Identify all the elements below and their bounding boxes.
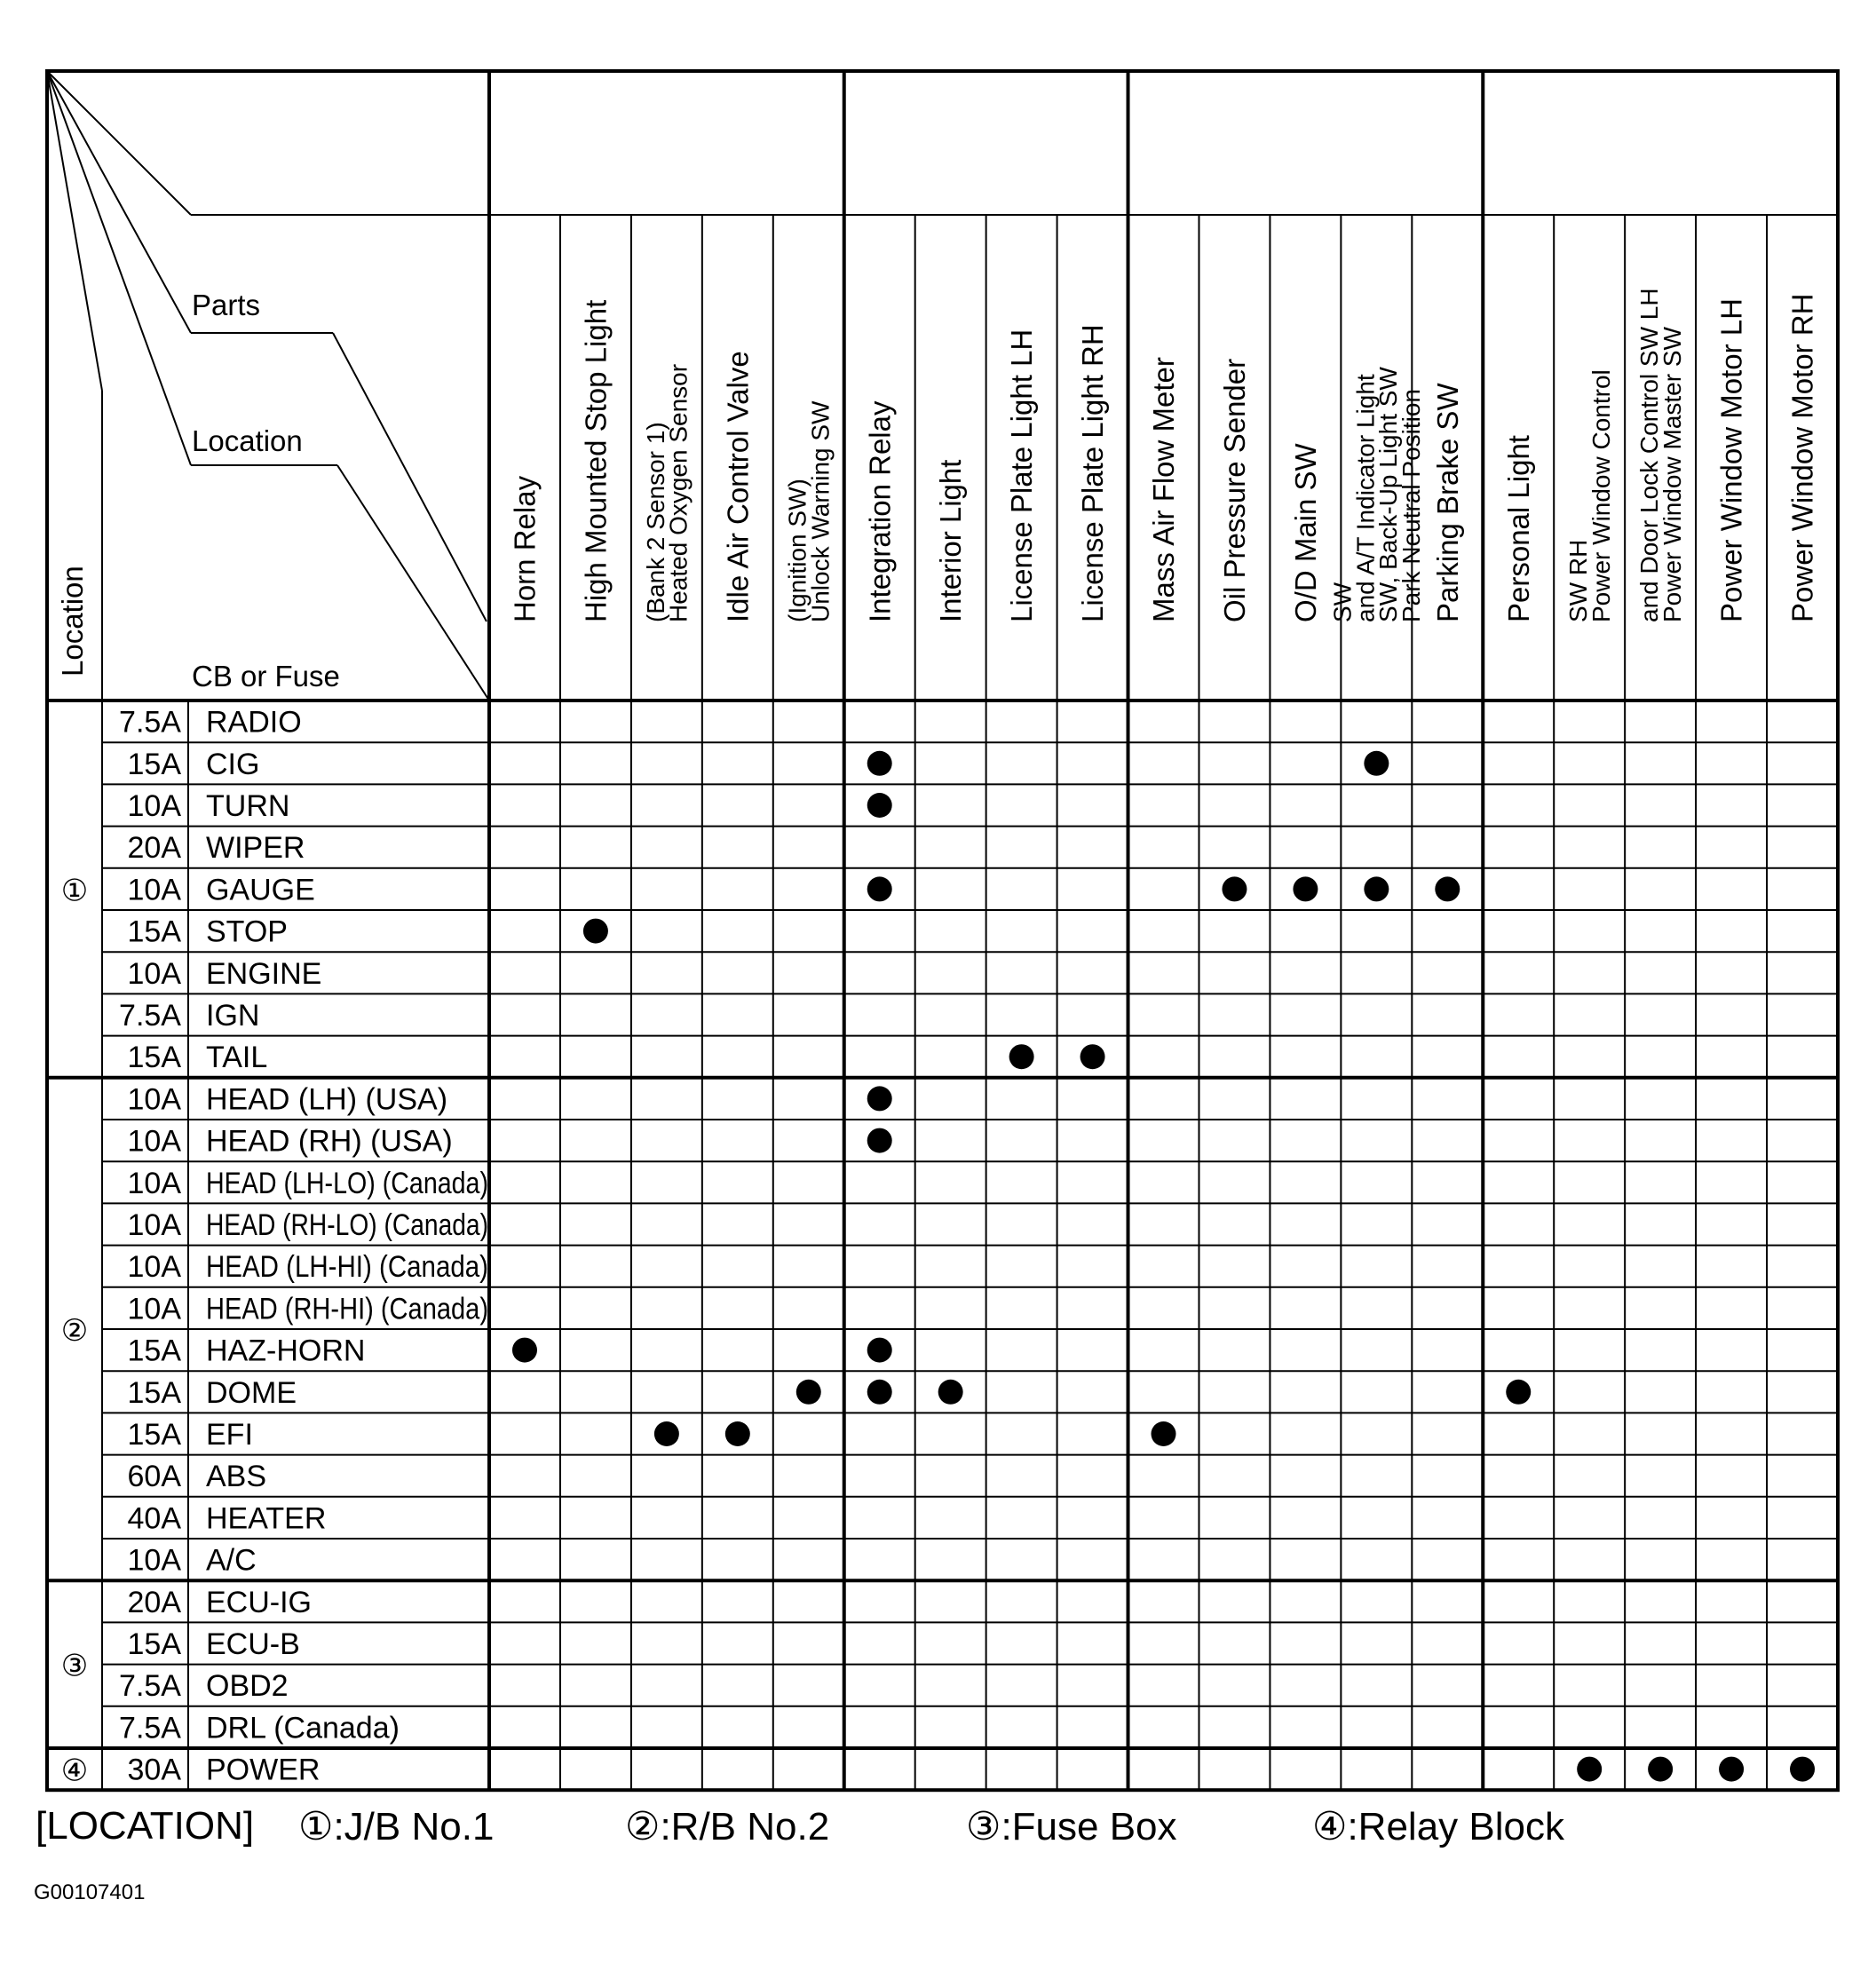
fuse-amperage: 10A (127, 789, 181, 823)
fuse-name: ECU-IG (206, 1585, 312, 1619)
fuse-name: CIG (206, 747, 260, 781)
fuse-amperage: 10A (127, 1166, 181, 1200)
fuse-amperage: 10A (127, 1543, 181, 1578)
fuse-name: HAZ-HORN (206, 1334, 366, 1368)
fuse-amperage: 15A (127, 1334, 181, 1368)
part-header-label: Park Neutral Position (1397, 388, 1425, 622)
connection-dot (796, 1380, 821, 1405)
legend-title: [LOCATION] (36, 1804, 255, 1848)
fuse-amperage: 10A (127, 1250, 181, 1285)
part-header-label: Personal Light (1501, 435, 1535, 622)
location-group-label: ② (60, 1314, 89, 1348)
part-header-label: Integration Relay (863, 400, 897, 622)
corner-diagonal (47, 71, 191, 333)
part-header-label: SW RH (1564, 539, 1593, 622)
part-header-label: High Mounted Stop Light (579, 299, 613, 622)
connection-dot (867, 1380, 892, 1405)
corner-diagonal (47, 71, 191, 465)
part-header-label: Unlock Warning SW (806, 400, 835, 622)
corner-location-label: Location (192, 424, 303, 457)
part-header-label: Heated Oxygen Sensor (664, 363, 693, 622)
fuse-amperage: 10A (127, 1208, 181, 1242)
part-header-label: Parking Brake SW (1430, 383, 1464, 622)
corner-parts-label: Parts (192, 289, 261, 321)
connection-dot (938, 1380, 963, 1405)
fuse-name: TURN (206, 789, 290, 823)
connection-dot (1009, 1044, 1034, 1069)
part-header-label: O/D Main SW (1288, 443, 1322, 622)
fuse-name: HEAD (RH) (USA) (206, 1124, 453, 1159)
connection-dot (654, 1421, 679, 1446)
part-header-label: (Bank 2 Sensor 1) (641, 422, 669, 622)
part-header-label: (Ignition SW) (783, 479, 811, 622)
connection-dot (1364, 751, 1389, 776)
fuse-amperage: 10A (127, 956, 181, 991)
connection-dot (1435, 876, 1460, 901)
connection-dot (1719, 1757, 1744, 1782)
connection-dot (1293, 876, 1318, 901)
document-id: G00107401 (34, 1880, 146, 1904)
fuse-name: IGN (206, 999, 260, 1033)
part-header-label: Idle Air Control Valve (721, 351, 755, 622)
connection-dot (1222, 876, 1247, 901)
fuse-name: DOME (206, 1375, 297, 1410)
location-side-label: Location (56, 566, 89, 677)
part-header-label: SW, Back-Up Light SW (1374, 367, 1403, 622)
fuse-name: ECU-B (206, 1627, 300, 1661)
fuse-name: HEAD (RH-HI) (Canada) (206, 1292, 488, 1326)
part-header-label: License Plate Light LH (1005, 328, 1039, 622)
fuse-amperage: 10A (127, 1124, 181, 1159)
connection-dot (512, 1338, 537, 1363)
fuse-name: A/C (206, 1543, 257, 1578)
legend-item-fuse-box: ③:Fuse Box (966, 1805, 1177, 1848)
location-group-label: ③ (60, 1649, 89, 1683)
fuse-amperage: 30A (127, 1753, 181, 1787)
part-header-label: and A/T Indicator Light (1351, 374, 1380, 622)
fuse-name: ABS (206, 1460, 267, 1494)
connection-dot (1648, 1757, 1673, 1782)
connection-dot (867, 1338, 892, 1363)
part-header-label: License Plate Light RH (1076, 324, 1110, 622)
fuse-name: EFI (206, 1418, 253, 1452)
fuse-name: POWER (206, 1753, 321, 1787)
part-header-label: Horn Relay (508, 475, 542, 622)
fuse-amperage: 15A (127, 1375, 181, 1410)
fuse-name: GAUGE (206, 873, 315, 907)
fuse-amperage: 7.5A (119, 999, 181, 1033)
connection-dot (867, 751, 892, 776)
fuse-name: HEAD (LH-HI) (Canada) (206, 1250, 488, 1285)
fuse-amperage: 7.5A (119, 705, 181, 740)
part-header-label: Power Window Control (1587, 369, 1615, 622)
connection-dot (1790, 1757, 1815, 1782)
connection-dot (1506, 1380, 1531, 1405)
fuse-name: TAIL (206, 1041, 268, 1075)
fuse-amperage: 20A (127, 831, 181, 866)
part-header-label: Oil Pressure Sender (1217, 358, 1251, 622)
connection-dot (867, 1086, 892, 1111)
fuse-name: HEATER (206, 1501, 327, 1536)
legend-item-relay-block: ④:Relay Block (1312, 1805, 1564, 1848)
connection-dot (583, 919, 608, 944)
legend-item-jb1: ①:J/B No.1 (298, 1805, 495, 1848)
connection-dot (1080, 1044, 1105, 1069)
fuse-amperage: 10A (127, 1292, 181, 1326)
fuse-name: DRL (Canada) (206, 1711, 400, 1745)
fuse-amperage: 15A (127, 1627, 181, 1661)
location-group-label: ① (60, 874, 89, 908)
part-header-label: Power Window Motor LH (1714, 298, 1748, 622)
connection-dot (867, 1128, 892, 1153)
fuse-name: HEAD (LH-LO) (Canada) (206, 1166, 488, 1200)
fuse-name: WIPER (206, 831, 305, 866)
fuse-amperage: 15A (127, 914, 181, 949)
fuse-amperage: 10A (127, 1082, 181, 1117)
fuse-name: HEAD (LH) (USA) (206, 1082, 448, 1117)
corner-cb-fuse-label: CB or Fuse (192, 660, 340, 693)
fuse-amperage: 15A (127, 1041, 181, 1075)
fuse-amperage: 60A (127, 1460, 181, 1494)
part-header-label: and Door Lock Control SW LH (1635, 288, 1664, 622)
connection-dot (867, 876, 892, 901)
fuse-amperage: 40A (127, 1501, 181, 1536)
fuse-name: HEAD (RH-LO) (Canada) (206, 1208, 488, 1242)
connection-dot (867, 793, 892, 818)
fuse-amperage: 7.5A (119, 1669, 181, 1704)
part-header-label: Power Window Master SW (1658, 327, 1686, 622)
fuse-name: STOP (206, 914, 288, 949)
connection-dot (1364, 876, 1389, 901)
connection-dot (725, 1421, 750, 1446)
fuse-amperage: 20A (127, 1585, 181, 1619)
fuse-amperage: 15A (127, 1418, 181, 1452)
fuse-amperage: 7.5A (119, 1711, 181, 1745)
fuse-name: ENGINE (206, 956, 322, 991)
fuse-amperage: 15A (127, 747, 181, 781)
fuse-name: OBD2 (206, 1669, 289, 1704)
fuse-amperage: 10A (127, 873, 181, 907)
location-group-label: ④ (60, 1753, 89, 1788)
connection-dot (1152, 1421, 1176, 1446)
part-header-label: Interior Light (934, 459, 968, 622)
legend-item-rb2: ②:R/B No.2 (625, 1805, 830, 1848)
part-header-label: SW (1328, 582, 1357, 622)
connection-dot (1577, 1757, 1602, 1782)
part-header-label: Mass Air Flow Meter (1147, 357, 1181, 622)
part-header-label: Power Window Motor RH (1785, 293, 1819, 622)
fuse-name: RADIO (206, 705, 302, 740)
